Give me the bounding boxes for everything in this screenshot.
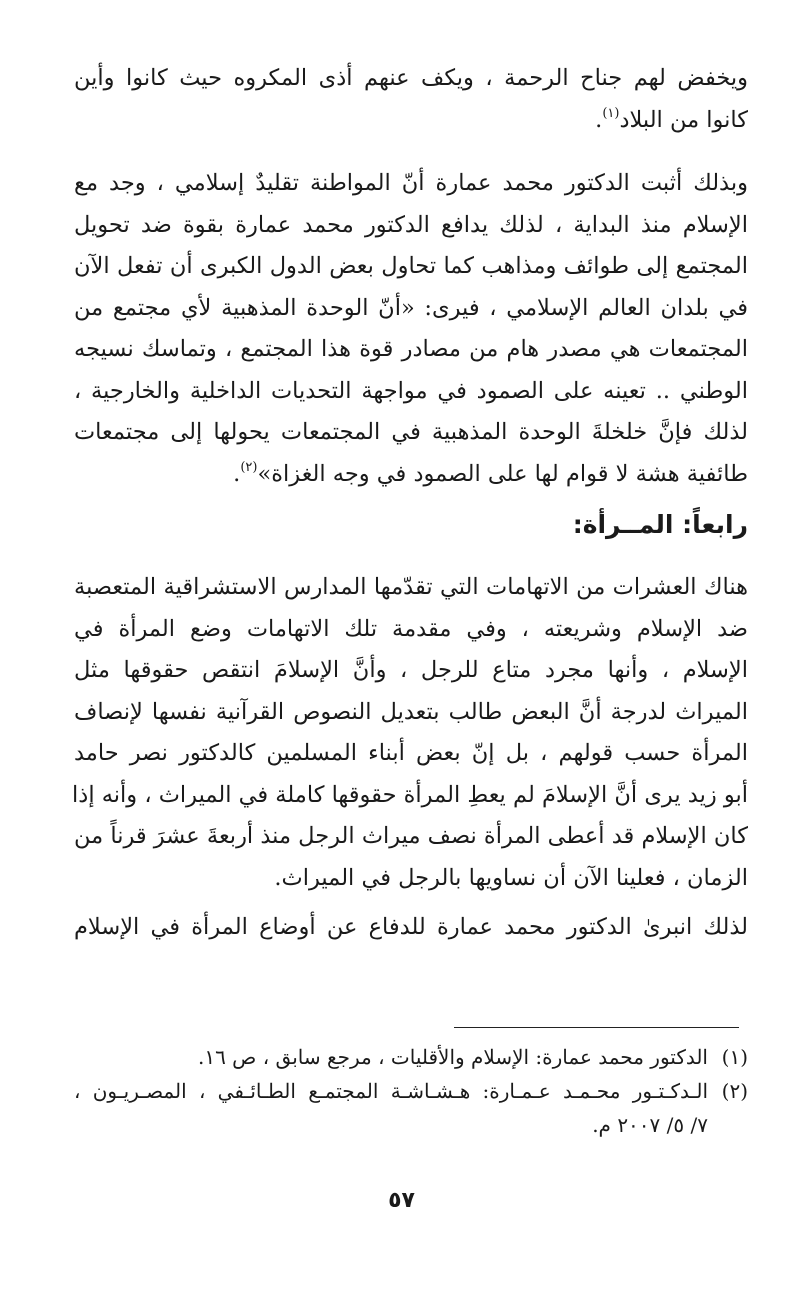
text-line: الميراث لدرجة أنَّ البعض طالب بتعديل النصوص القرآنية نفسها لإنصاف <box>74 698 748 725</box>
section-heading <box>74 503 748 553</box>
text-line: هناك العشرات من الاتهامات التي تقدّمها المدارس الاستشراقية المتعصبة <box>74 574 748 600</box>
paragraph-defense <box>74 907 748 949</box>
text-line <box>74 100 748 142</box>
paragraph-continuation <box>74 58 748 141</box>
heading-title: المــرأة: <box>572 510 674 539</box>
text-line: أبو زيد يرى أنَّ الإسلامَ لم يعطِ المرأة حقوقها كاملة في الميراث ، وأنه إذا <box>72 781 748 808</box>
footnote-ref-2[interactable]: (٢) <box>240 459 258 475</box>
footnotes <box>74 1040 748 1142</box>
text-line: ضد الإسلام وشريعته ، وفي مقدمة تلك الاتهامات وضع المرأة في <box>74 615 748 642</box>
footnote-number: (١) <box>721 1045 748 1069</box>
text-line: في بلدان العالم الإسلامي ، فيرى: «أنّ الوحدة المذهبية لأي مجتمع من <box>74 294 748 321</box>
footnote-1 <box>74 1040 748 1074</box>
text-fragment: كانوا من البلاد <box>619 106 748 133</box>
footnote-number: (٢) <box>721 1079 748 1103</box>
sentence-end: . <box>595 106 603 133</box>
text-line: لذلك انبرىٰ الدكتور محمد عمارة للدفاع عن أوضاع المرأة في الإسلام <box>74 914 748 940</box>
page-body <box>74 58 748 949</box>
footnote-line: الدكتور محمد عمارة: الإسلام والأقليات ، مرجع سابق ، ص ١٦. <box>197 1045 708 1069</box>
text-line: كان الإسلام قد أعطى المرأة نصف ميراث الرجل منذ أربعةَ عشرَ قرناً من <box>74 823 748 849</box>
paragraph-women <box>74 567 748 899</box>
footnote-2 <box>74 1074 748 1142</box>
text-line: الوطني .. تعينه على الصمود في مواجهة التحديات الداخلية والخارجية ، <box>74 377 748 404</box>
text-line: الزمان ، فعلينا الآن أن نساويها بالرجل في الميراث. <box>274 864 748 891</box>
text-line: المجتمعات هي مصدر هام من مصادر قوة هذا المجتمع ، وتماسك نسيجه <box>74 336 748 362</box>
text-line <box>74 454 748 496</box>
text-line: المرأة حسب قولهم ، بل إنّ بعض أبناء المسلمين كالدكتور نصر حامد <box>74 740 748 766</box>
page-number: ٥٧ <box>388 1188 415 1213</box>
text-line: وبذلك أثبت الدكتور محمد عمارة أنّ المواطنة تقليدٌ إسلامي ، وجد مع <box>74 170 748 196</box>
text-line: ويخفض لهم جناح الرحمة ، ويكف عنهم أذى المكروه حيث كانوا وأين <box>74 65 748 91</box>
footnote-text <box>74 1074 708 1142</box>
paragraph-citizenship <box>74 163 748 495</box>
text-line: الإسلام منذ البداية ، لذلك يدافع الدكتور محمد عمارة بقوة ضد تحويل <box>74 211 748 238</box>
text-fragment: طائفية هشة لا قوام لها على الصمود في وجه الغزاة» <box>257 460 748 487</box>
footnote-line: الـدكـتـور محـمـد عـمـارة: هـشـاشـة المجتمـع الطـائـفي ، المصـريـون ، <box>74 1079 708 1103</box>
heading-colon: : <box>682 510 693 539</box>
footnote-separator <box>454 1027 739 1028</box>
text-line: المجتمع إلى طوائف ومذاهب كما تحاول بعض الدول الكبرى أن تفعل الآن <box>74 253 748 279</box>
footnote-ref-1[interactable]: (١) <box>602 105 620 121</box>
footnote-line: ٧/ ٥/ ٢٠٠٧ م. <box>592 1113 708 1137</box>
sentence-end: . <box>233 460 241 487</box>
text-line: الإسلام ، وأنها مجرد متاع للرجل ، وأنَّ الإسلامَ انتقص حقوقها مثل <box>74 657 748 683</box>
heading-label: رابعاً <box>692 510 748 539</box>
footnote-text <box>74 1040 708 1074</box>
text-line: لذلك فإنَّ خلخلةَ الوحدة المذهبية في المجتمعات يحولها إلى مجتمعات <box>74 419 748 445</box>
